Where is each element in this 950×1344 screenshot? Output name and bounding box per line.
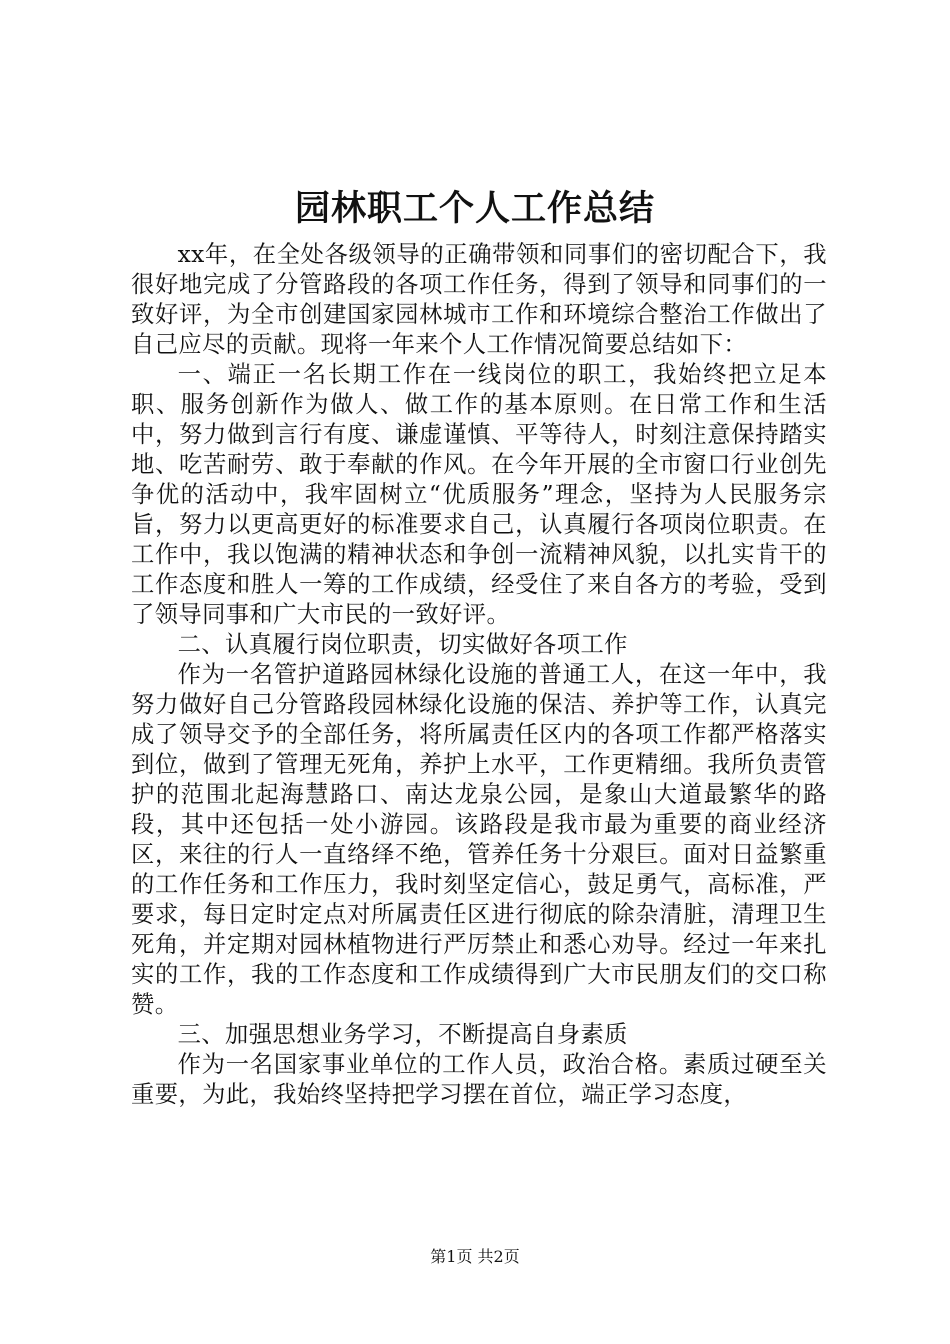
section-two-paragraph: 作为一名管护道路园林绿化设施的普通工人，在这一年中，我努力做好自己分管路段园林绿化设施的保洁、养护等工作，认真完成了领导交予的全部任务，将所属责任区内的各项工作都严格落实到位，做到了管理无死角，养护上水平，工作更精细。我所负责管护的范围北起海慧路口、南达龙泉公园，是象山大道最繁华的路段，其中还包括一处小游园。该路段是我市最为重要的商业经济区，来往的行人一直络绎不绝，管养任务十分艰巨。面对日益繁重的工作任务和工作压力，我时刻坚定信心，鼓足勇气，高标准，严要求，每日定时定点对所属责任区进行彻底的除杂清脏，清理卫生死角，并定期对园林植物进行严厉禁止和悉心劝导。经过一年来扎实的工作，我的工作态度和工作成绩得到广大市民朋友们的交口称赞。 xyxy=(131,661,827,1018)
section-one-paragraph: 一、端正一名长期工作在一线岗位的职工，我始终把立足本职、服务创新作为做人、做工作的基本原则。在日常工作和生活中，努力做到言行有度、谦虚谨慎、平等待人，时刻注意保持踏实地、吃苦耐劳、敢于奉献的作风。在今年开展的全市窗口行业创先争优的活动中，我牢固树立“优质服务”理念，坚持为人民服务宗旨，努力以更高更好的标准要求自己，认真履行各项岗位职责。在工作中，我以饱满的精神状态和争创一流精神风貌，以扎实肯干的工作态度和胜人一筹的工作成绩，经受住了来自各方的考验，受到了领导同事和广大市民的一致好评。 xyxy=(131,361,827,628)
document-body xyxy=(131,240,827,1110)
section-two-heading: 二、认真履行岗位职责，切实做好各项工作 xyxy=(177,631,628,658)
section-three-heading: 三、加强思想业务学习，不断提高自身素质 xyxy=(177,1021,628,1048)
page-footer: 第1页 共2页 xyxy=(430,1247,520,1266)
section-three-paragraph: 作为一名国家事业单位的工作人员，政治合格。素质过硬至关重要，为此，我始终坚持把学习摆在首位，端正学习态度， xyxy=(131,1051,827,1108)
document-title: 园林职工个人工作总结 xyxy=(294,188,655,229)
intro-paragraph: xx年，在全处各级领导的正确带领和同事们的密切配合下，我很好地完成了分管路段的各项工作任务，得到了领导和同事们的一致好评，为全市创建国家园林城市工作和环境综合整治工作做出了自己应尽的贡献。现将一年来个人工作情况简要总结如下： xyxy=(131,241,827,358)
